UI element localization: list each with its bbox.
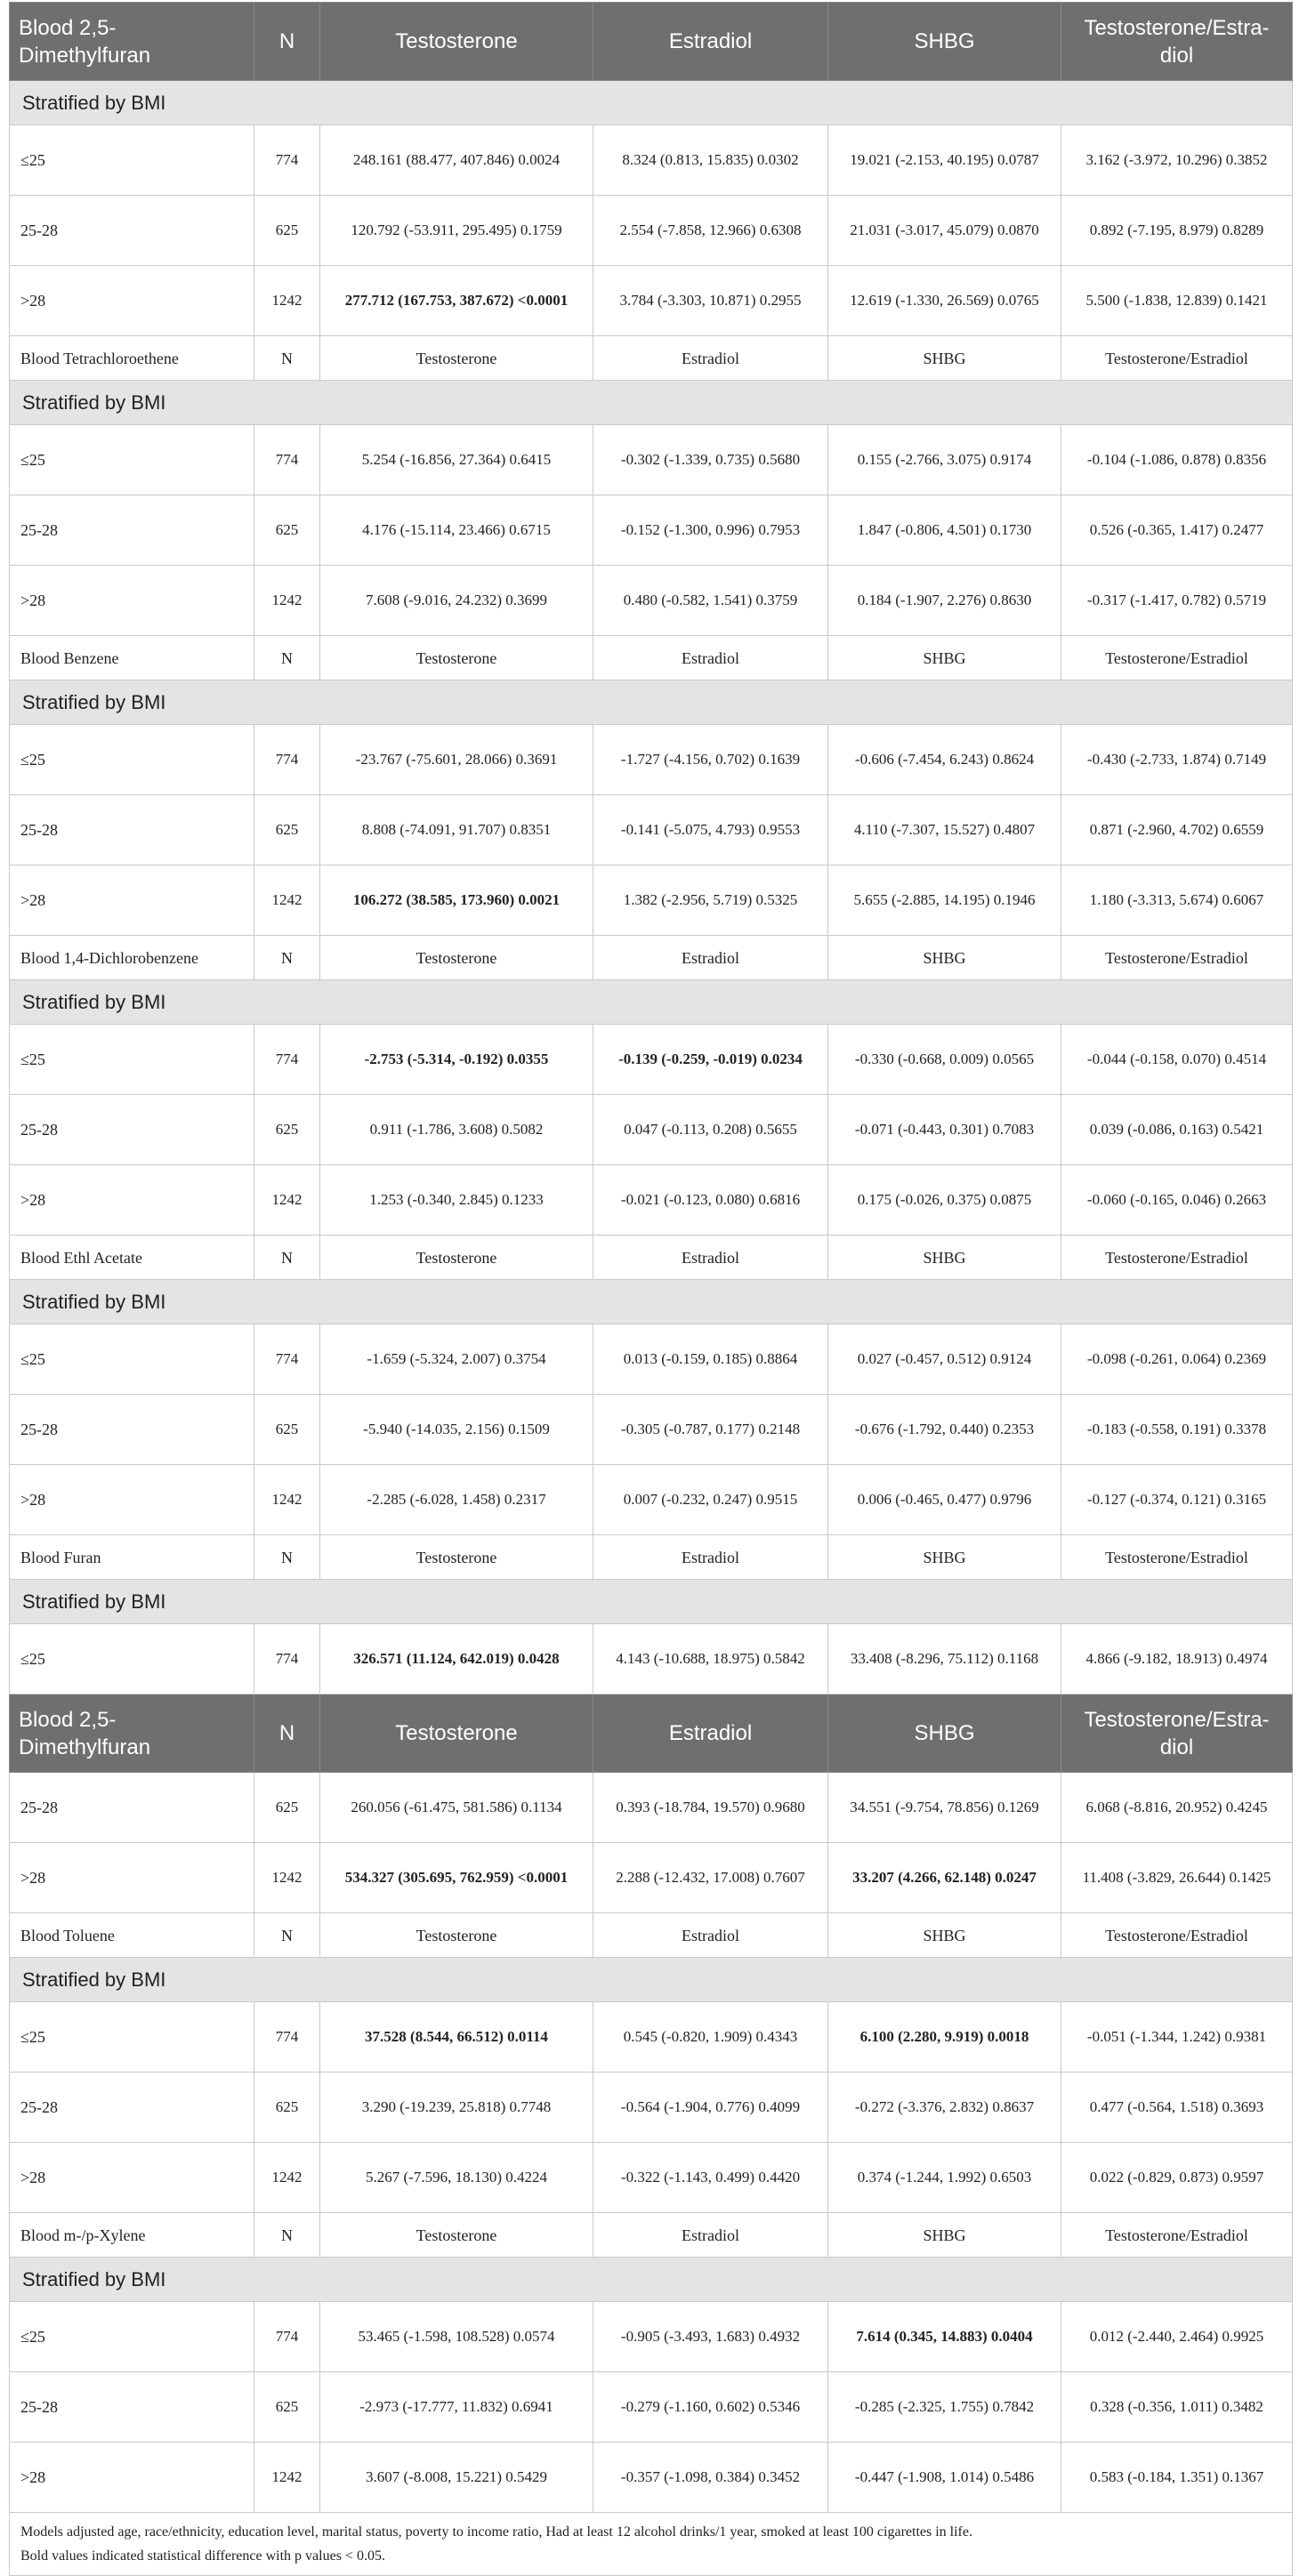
ratio-label: Testosterone/Estradiol — [1061, 1913, 1293, 1958]
table-row — [10, 425, 1293, 495]
bmi-group-cell: 25-28 — [10, 2372, 254, 2443]
testosterone-cell: -2.285 (-6.028, 1.458) 0.2317 — [320, 1465, 593, 1535]
bmi-group-cell: ≤25 — [10, 1324, 254, 1395]
estradiol-cell: -1.727 (-4.156, 0.702) 0.1639 — [593, 725, 828, 795]
bmi-group-cell: ≤25 — [10, 2302, 254, 2372]
estradiol-label: Estradiol — [593, 2213, 828, 2258]
shbg-label: SHBG — [828, 2213, 1061, 2258]
testosterone-label: Testosterone — [320, 636, 593, 680]
stratified-by-bmi-row — [10, 381, 1293, 425]
col-compound-header: Blood 2,5-Dimethylfuran — [10, 1695, 254, 1773]
shbg-cell: 0.175 (-0.026, 0.375) 0.0875 — [828, 1165, 1061, 1236]
table-row — [10, 1395, 1293, 1465]
testosterone-cell: 5.267 (-7.596, 18.130) 0.4224 — [320, 2143, 593, 2213]
shbg-cell: 0.006 (-0.465, 0.477) 0.9796 — [828, 1465, 1061, 1535]
n-label: N — [254, 936, 320, 980]
shbg-cell: 19.021 (-2.153, 40.195) 0.0787 — [828, 125, 1061, 196]
ratio-cell: 5.500 (-1.838, 12.839) 0.1421 — [1061, 266, 1293, 336]
testosterone-label: Testosterone — [320, 1535, 593, 1580]
bmi-group-cell: >28 — [10, 2443, 254, 2513]
shbg-cell: 12.619 (-1.330, 26.569) 0.0765 — [828, 266, 1061, 336]
estradiol-label: Estradiol — [593, 1535, 828, 1580]
estradiol-cell: 0.545 (-0.820, 1.909) 0.4343 — [593, 2002, 828, 2073]
bmi-group-cell: 25-28 — [10, 1395, 254, 1465]
testosterone-label: Testosterone — [320, 2213, 593, 2258]
testosterone-cell: -1.659 (-5.324, 2.007) 0.3754 — [320, 1324, 593, 1395]
ratio-cell: -0.098 (-0.261, 0.064) 0.2369 — [1061, 1324, 1293, 1395]
testosterone-cell: 248.161 (88.477, 407.846) 0.0024 — [320, 125, 593, 196]
n-label: N — [254, 1535, 320, 1580]
shbg-cell: 1.847 (-0.806, 4.501) 0.1730 — [828, 495, 1061, 566]
n-cell: 625 — [254, 2372, 320, 2443]
stratum-label: Stratified by BMI — [10, 1580, 1293, 1624]
shbg-cell: 7.614 (0.345, 14.883) 0.0404 — [828, 2302, 1061, 2372]
ratio-cell: 0.328 (-0.356, 1.011) 0.3482 — [1061, 2372, 1293, 2443]
testosterone-cell: 8.808 (-74.091, 91.707) 0.8351 — [320, 795, 593, 865]
bmi-group-cell: >28 — [10, 566, 254, 636]
bmi-group-cell: ≤25 — [10, 2002, 254, 2073]
n-label: N — [254, 336, 320, 381]
testosterone-cell: 37.528 (8.544, 66.512) 0.0114 — [320, 2002, 593, 2073]
shbg-cell: 5.655 (-2.885, 14.195) 0.1946 — [828, 865, 1061, 936]
testosterone-cell: -2.973 (-17.777, 11.832) 0.6941 — [320, 2372, 593, 2443]
n-cell: 774 — [254, 425, 320, 495]
table-row — [10, 566, 1293, 636]
stratum-label: Stratified by BMI — [10, 2258, 1293, 2302]
col-testosterone-header: Testosterone — [320, 3, 593, 81]
table-row — [10, 795, 1293, 865]
estradiol-cell: -0.139 (-0.259, -0.019) 0.0234 — [593, 1025, 828, 1095]
testosterone-label: Testosterone — [320, 1913, 593, 1958]
footnote-bold-note: Bold values indicated statistical difference with p values < 0.05. — [20, 2548, 385, 2564]
shbg-label: SHBG — [828, 1913, 1061, 1958]
results-table — [9, 2, 1292, 2576]
estradiol-cell: 3.784 (-3.303, 10.871) 0.2955 — [593, 266, 828, 336]
estradiol-cell: -0.564 (-1.904, 0.776) 0.4099 — [593, 2073, 828, 2143]
shbg-label: SHBG — [828, 636, 1061, 680]
estradiol-cell: 0.047 (-0.113, 0.208) 0.5655 — [593, 1095, 828, 1165]
compound-subheader-row — [10, 1236, 1293, 1280]
ratio-cell: -0.104 (-1.086, 0.878) 0.8356 — [1061, 425, 1293, 495]
bmi-group-cell: 25-28 — [10, 1773, 254, 1843]
table-row — [10, 2372, 1293, 2443]
shbg-cell: -0.285 (-2.325, 1.755) 0.7842 — [828, 2372, 1061, 2443]
compound-subheader-row — [10, 336, 1293, 381]
ratio-label: Testosterone/Estradiol — [1061, 936, 1293, 980]
testosterone-label: Testosterone — [320, 1236, 593, 1280]
bmi-group-cell: >28 — [10, 1165, 254, 1236]
estradiol-label: Estradiol — [593, 1913, 828, 1958]
stratified-by-bmi-row — [10, 680, 1293, 725]
estradiol-cell: 1.382 (-2.956, 5.719) 0.5325 — [593, 865, 828, 936]
stratum-label: Stratified by BMI — [10, 1280, 1293, 1324]
table-row — [10, 1025, 1293, 1095]
bmi-group-cell: >28 — [10, 1843, 254, 1913]
table-row — [10, 2143, 1293, 2213]
estradiol-cell: -0.302 (-1.339, 0.735) 0.5680 — [593, 425, 828, 495]
n-cell: 625 — [254, 196, 320, 266]
estradiol-cell: -0.905 (-3.493, 1.683) 0.4932 — [593, 2302, 828, 2372]
estradiol-cell: -0.152 (-1.300, 0.996) 0.7953 — [593, 495, 828, 566]
estradiol-cell: -0.141 (-5.075, 4.793) 0.9553 — [593, 795, 828, 865]
table-footnote-row — [10, 2513, 1293, 2576]
estradiol-label: Estradiol — [593, 336, 828, 381]
stratified-by-bmi-row — [10, 2258, 1293, 2302]
ratio-label: Testosterone/Estradiol — [1061, 1535, 1293, 1580]
col-ratio-header: Testosterone/Estra-diol — [1061, 1695, 1293, 1773]
estradiol-cell: 0.007 (-0.232, 0.247) 0.9515 — [593, 1465, 828, 1535]
n-cell: 774 — [254, 1025, 320, 1095]
ratio-cell: -0.127 (-0.374, 0.121) 0.3165 — [1061, 1465, 1293, 1535]
estradiol-cell: -0.021 (-0.123, 0.080) 0.6816 — [593, 1165, 828, 1236]
footnote-adjustment: Models adjusted age, race/ethnicity, education level, marital status, poverty to income ratio, Had at least 12 alcohol drinks/1 year, smoked at least 100 cigarettes in life. — [20, 2524, 972, 2540]
regression-table — [9, 2, 1293, 2576]
compound-name: Blood m-/p-Xylene — [10, 2213, 254, 2258]
n-cell: 774 — [254, 2002, 320, 2073]
stratified-by-bmi-row — [10, 1580, 1293, 1624]
n-cell: 774 — [254, 125, 320, 196]
table-row — [10, 1095, 1293, 1165]
stratum-label: Stratified by BMI — [10, 680, 1293, 725]
stratum-label: Stratified by BMI — [10, 81, 1293, 125]
estradiol-cell: 0.393 (-18.784, 19.570) 0.9680 — [593, 1773, 828, 1843]
col-n-header: N — [254, 3, 320, 81]
compound-subheader-row — [10, 936, 1293, 980]
testosterone-cell: 4.176 (-15.114, 23.466) 0.6715 — [320, 495, 593, 566]
stratified-by-bmi-row — [10, 1958, 1293, 2002]
compound-name: Blood Tetrachloroethene — [10, 336, 254, 381]
shbg-cell: -0.330 (-0.668, 0.009) 0.0565 — [828, 1025, 1061, 1095]
shbg-cell: -0.071 (-0.443, 0.301) 0.7083 — [828, 1095, 1061, 1165]
bmi-group-cell: >28 — [10, 2143, 254, 2213]
col-estradiol-header: Estradiol — [593, 1695, 828, 1773]
bmi-group-cell: ≤25 — [10, 1624, 254, 1695]
col-n-header: N — [254, 1695, 320, 1773]
table-row — [10, 2002, 1293, 2073]
n-label: N — [254, 1913, 320, 1958]
bmi-group-cell: >28 — [10, 1465, 254, 1535]
testosterone-cell: 1.253 (-0.340, 2.845) 0.1233 — [320, 1165, 593, 1236]
n-cell: 1242 — [254, 2443, 320, 2513]
compound-name: Blood Toluene — [10, 1913, 254, 1958]
n-cell: 1242 — [254, 1165, 320, 1236]
n-cell: 625 — [254, 1773, 320, 1843]
estradiol-cell: -0.305 (-0.787, 0.177) 0.2148 — [593, 1395, 828, 1465]
table-row — [10, 2443, 1293, 2513]
ratio-cell: -0.044 (-0.158, 0.070) 0.4514 — [1061, 1025, 1293, 1095]
bmi-group-cell: ≤25 — [10, 125, 254, 196]
ratio-cell: -0.317 (-1.417, 0.782) 0.5719 — [1061, 566, 1293, 636]
n-cell: 774 — [254, 725, 320, 795]
table-row — [10, 2302, 1293, 2372]
estradiol-label: Estradiol — [593, 936, 828, 980]
shbg-label: SHBG — [828, 336, 1061, 381]
bmi-group-cell: 25-28 — [10, 2073, 254, 2143]
stratified-by-bmi-row — [10, 980, 1293, 1025]
table-footnote — [10, 2513, 1293, 2576]
ratio-cell: -0.060 (-0.165, 0.046) 0.2663 — [1061, 1165, 1293, 1236]
compound-name: Blood Ethl Acetate — [10, 1236, 254, 1280]
ratio-cell: 4.866 (-9.182, 18.913) 0.4974 — [1061, 1624, 1293, 1695]
ratio-cell: 0.583 (-0.184, 1.351) 0.1367 — [1061, 2443, 1293, 2513]
shbg-cell: 0.027 (-0.457, 0.512) 0.9124 — [828, 1324, 1061, 1395]
bmi-group-cell: >28 — [10, 266, 254, 336]
n-cell: 1242 — [254, 865, 320, 936]
testosterone-cell: 106.272 (38.585, 173.960) 0.0021 — [320, 865, 593, 936]
estradiol-cell: 2.288 (-12.432, 17.008) 0.7607 — [593, 1843, 828, 1913]
testosterone-cell: -5.940 (-14.035, 2.156) 0.1509 — [320, 1395, 593, 1465]
testosterone-cell: 7.608 (-9.016, 24.232) 0.3699 — [320, 566, 593, 636]
shbg-cell: 34.551 (-9.754, 78.856) 0.1269 — [828, 1773, 1061, 1843]
col-ratio-header: Testosterone/Estra-diol — [1061, 3, 1293, 81]
compound-name: Blood 1,4-Dichlorobenzene — [10, 936, 254, 980]
n-cell: 774 — [254, 1324, 320, 1395]
stratified-by-bmi-row — [10, 1280, 1293, 1324]
bmi-group-cell: 25-28 — [10, 1095, 254, 1165]
shbg-cell: 0.155 (-2.766, 3.075) 0.9174 — [828, 425, 1061, 495]
ratio-cell: 0.871 (-2.960, 4.702) 0.6559 — [1061, 795, 1293, 865]
table-row — [10, 1465, 1293, 1535]
col-testosterone-header: Testosterone — [320, 1695, 593, 1773]
ratio-cell: -0.051 (-1.344, 1.242) 0.9381 — [1061, 2002, 1293, 2073]
bmi-group-cell: 25-28 — [10, 495, 254, 566]
ratio-label: Testosterone/Estradiol — [1061, 636, 1293, 680]
table-row — [10, 2073, 1293, 2143]
estradiol-cell: 8.324 (0.813, 15.835) 0.0302 — [593, 125, 828, 196]
estradiol-cell: 0.480 (-0.582, 1.541) 0.3759 — [593, 566, 828, 636]
table-row — [10, 196, 1293, 266]
shbg-cell: -0.606 (-7.454, 6.243) 0.8624 — [828, 725, 1061, 795]
compound-name: Blood Benzene — [10, 636, 254, 680]
compound-name: Blood Furan — [10, 1535, 254, 1580]
bmi-group-cell: 25-28 — [10, 795, 254, 865]
compound-subheader-row — [10, 2213, 1293, 2258]
shbg-cell: 6.100 (2.280, 9.919) 0.0018 — [828, 2002, 1061, 2073]
n-cell: 1242 — [254, 566, 320, 636]
n-cell: 625 — [254, 2073, 320, 2143]
testosterone-cell: 5.254 (-16.856, 27.364) 0.6415 — [320, 425, 593, 495]
estradiol-cell: 4.143 (-10.688, 18.975) 0.5842 — [593, 1624, 828, 1695]
compound-subheader-row — [10, 636, 1293, 680]
testosterone-cell: 3.290 (-19.239, 25.818) 0.7748 — [320, 2073, 593, 2143]
testosterone-cell: -2.753 (-5.314, -0.192) 0.0355 — [320, 1025, 593, 1095]
testosterone-cell: 260.056 (-61.475, 581.586) 0.1134 — [320, 1773, 593, 1843]
shbg-cell: -0.447 (-1.908, 1.014) 0.5486 — [828, 2443, 1061, 2513]
testosterone-cell: -23.767 (-75.601, 28.066) 0.3691 — [320, 725, 593, 795]
n-cell: 625 — [254, 1095, 320, 1165]
ratio-cell: 11.408 (-3.829, 26.644) 0.1425 — [1061, 1843, 1293, 1913]
testosterone-cell: 0.911 (-1.786, 3.608) 0.5082 — [320, 1095, 593, 1165]
shbg-cell: -0.676 (-1.792, 0.440) 0.2353 — [828, 1395, 1061, 1465]
col-estradiol-header: Estradiol — [593, 3, 828, 81]
shbg-cell: 33.207 (4.266, 62.148) 0.0247 — [828, 1843, 1061, 1913]
table-row — [10, 865, 1293, 936]
ratio-cell: 0.892 (-7.195, 8.979) 0.8289 — [1061, 196, 1293, 266]
ratio-label: Testosterone/Estradiol — [1061, 2213, 1293, 2258]
n-cell: 774 — [254, 1624, 320, 1695]
stratum-label: Stratified by BMI — [10, 980, 1293, 1025]
compound-subheader-row — [10, 1913, 1293, 1958]
testosterone-cell: 3.607 (-8.008, 15.221) 0.5429 — [320, 2443, 593, 2513]
n-label: N — [254, 636, 320, 680]
table-row — [10, 1773, 1293, 1843]
shbg-label: SHBG — [828, 1236, 1061, 1280]
ratio-cell: 1.180 (-3.313, 5.674) 0.6067 — [1061, 865, 1293, 936]
n-cell: 774 — [254, 2302, 320, 2372]
bmi-group-cell: ≤25 — [10, 725, 254, 795]
testosterone-label: Testosterone — [320, 936, 593, 980]
table-row — [10, 1843, 1293, 1913]
n-cell: 1242 — [254, 2143, 320, 2213]
ratio-cell: 0.012 (-2.440, 2.464) 0.9925 — [1061, 2302, 1293, 2372]
stratified-by-bmi-row — [10, 81, 1293, 125]
stratum-label: Stratified by BMI — [10, 381, 1293, 425]
table-row — [10, 1165, 1293, 1236]
testosterone-cell: 53.465 (-1.598, 108.528) 0.0574 — [320, 2302, 593, 2372]
col-compound-header: Blood 2,5-Dimethylfuran — [10, 3, 254, 81]
testosterone-label: Testosterone — [320, 336, 593, 381]
ratio-cell: 0.526 (-0.365, 1.417) 0.2477 — [1061, 495, 1293, 566]
testosterone-cell: 326.571 (11.124, 642.019) 0.0428 — [320, 1624, 593, 1695]
bmi-group-cell: 25-28 — [10, 196, 254, 266]
testosterone-cell: 120.792 (-53.911, 295.495) 0.1759 — [320, 196, 593, 266]
table-row — [10, 125, 1293, 196]
ratio-cell: 3.162 (-3.972, 10.296) 0.3852 — [1061, 125, 1293, 196]
estradiol-label: Estradiol — [593, 636, 828, 680]
shbg-cell: 4.110 (-7.307, 15.527) 0.4807 — [828, 795, 1061, 865]
table-row — [10, 1324, 1293, 1395]
col-shbg-header: SHBG — [828, 3, 1061, 81]
ratio-cell: 6.068 (-8.816, 20.952) 0.4245 — [1061, 1773, 1293, 1843]
stratum-label: Stratified by BMI — [10, 1958, 1293, 2002]
table-row — [10, 1624, 1293, 1695]
estradiol-cell: -0.357 (-1.098, 0.384) 0.3452 — [593, 2443, 828, 2513]
estradiol-cell: 0.013 (-0.159, 0.185) 0.8864 — [593, 1324, 828, 1395]
ratio-cell: -0.183 (-0.558, 0.191) 0.3378 — [1061, 1395, 1293, 1465]
n-cell: 1242 — [254, 1843, 320, 1913]
estradiol-cell: -0.279 (-1.160, 0.602) 0.5346 — [593, 2372, 828, 2443]
shbg-label: SHBG — [828, 936, 1061, 980]
compound-subheader-row — [10, 1535, 1293, 1580]
col-shbg-header: SHBG — [828, 1695, 1061, 1773]
testosterone-cell: 277.712 (167.753, 387.672) <0.0001 — [320, 266, 593, 336]
table-row — [10, 266, 1293, 336]
n-label: N — [254, 1236, 320, 1280]
ratio-cell: 0.039 (-0.086, 0.163) 0.5421 — [1061, 1095, 1293, 1165]
shbg-label: SHBG — [828, 1535, 1061, 1580]
n-cell: 1242 — [254, 266, 320, 336]
n-label: N — [254, 2213, 320, 2258]
ratio-cell: 0.477 (-0.564, 1.518) 0.3693 — [1061, 2073, 1293, 2143]
ratio-label: Testosterone/Estradiol — [1061, 1236, 1293, 1280]
estradiol-label: Estradiol — [593, 1236, 828, 1280]
ratio-cell: 0.022 (-0.829, 0.873) 0.9597 — [1061, 2143, 1293, 2213]
shbg-cell: -0.272 (-3.376, 2.832) 0.8637 — [828, 2073, 1061, 2143]
n-cell: 625 — [254, 795, 320, 865]
column-header-row — [10, 3, 1293, 81]
table-row — [10, 725, 1293, 795]
bmi-group-cell: >28 — [10, 865, 254, 936]
n-cell: 1242 — [254, 1465, 320, 1535]
estradiol-cell: -0.322 (-1.143, 0.499) 0.4420 — [593, 2143, 828, 2213]
shbg-cell: 33.408 (-8.296, 75.112) 0.1168 — [828, 1624, 1061, 1695]
ratio-cell: -0.430 (-2.733, 1.874) 0.7149 — [1061, 725, 1293, 795]
shbg-cell: 0.374 (-1.244, 1.992) 0.6503 — [828, 2143, 1061, 2213]
table-row — [10, 495, 1293, 566]
n-cell: 625 — [254, 1395, 320, 1465]
testosterone-cell: 534.327 (305.695, 762.959) <0.0001 — [320, 1843, 593, 1913]
bmi-group-cell: ≤25 — [10, 1025, 254, 1095]
ratio-label: Testosterone/Estradiol — [1061, 336, 1293, 381]
shbg-cell: 0.184 (-1.907, 2.276) 0.8630 — [828, 566, 1061, 636]
bmi-group-cell: ≤25 — [10, 425, 254, 495]
n-cell: 625 — [254, 495, 320, 566]
estradiol-cell: 2.554 (-7.858, 12.966) 0.6308 — [593, 196, 828, 266]
column-header-row — [10, 1695, 1293, 1773]
shbg-cell: 21.031 (-3.017, 45.079) 0.0870 — [828, 196, 1061, 266]
